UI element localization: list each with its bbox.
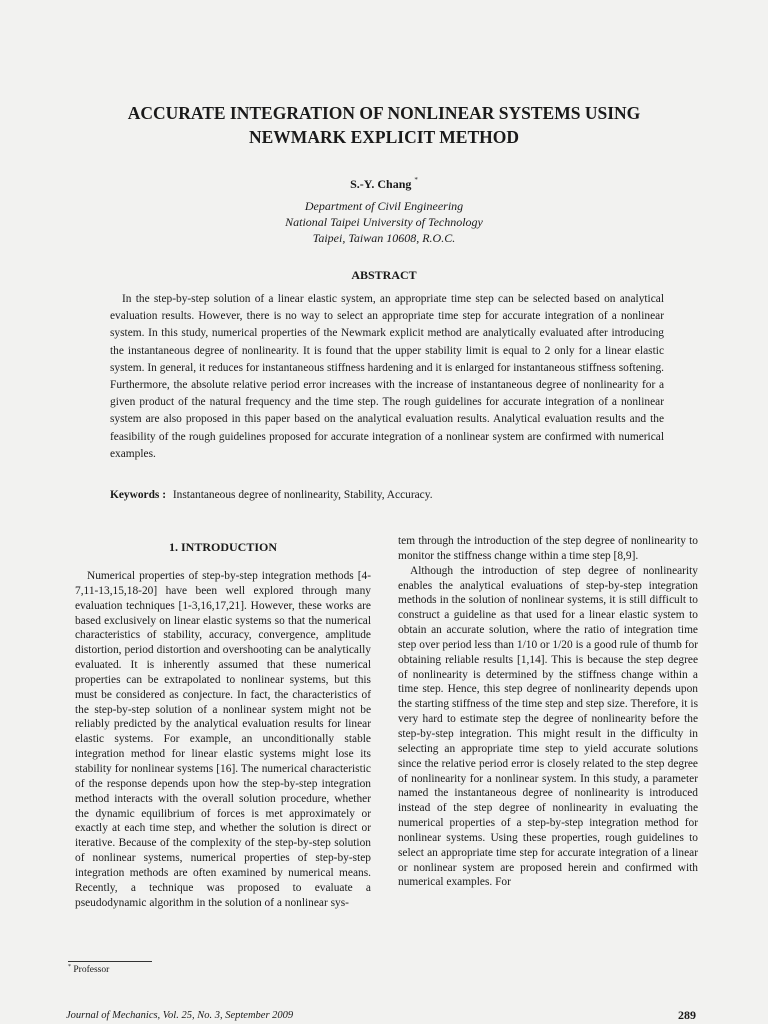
footnote-divider <box>68 961 152 962</box>
author-footnote-mark: * <box>414 176 418 184</box>
title-line-1: ACCURATE INTEGRATION OF NONLINEAR SYSTEMS USING <box>127 103 641 123</box>
introduction-left-column: Numerical properties of step-by-step integration methods [4-7,11-13,15,18-20] have been well explored through many evaluation techniques [1-3,16,17,21]. However, these works are based exclusively on linear elastic systems so that the numerical characteristics of stability, accuracy, convergence, amplitude distortion, period distortion and overshooting can be analytically evaluated. It is inherently assumed that these numerical properties can be extrapolated to nonlinear systems, but this must be considered as conjecture. In fact, the characteristics of the step-by-step solution of a nonlinear system might not be reliably predicted by the analytical evaluation results for linear elastic systems. For example, an unconditionally stable integration method for linear elastic systems might lose its stability for nonlinear systems [16]. The numerical characteristic of the response depends upon how the step-by-step integration method interacts with the overall solution procedure, whether the dynamic equilibrium of forces is met approximately or exactly at each time step, and whether the solution is direct or iterative. Because of the complexity of the step-by-step solution of nonlinear systems, numerical properties of step-by-step integration methods are often examined by numerical means. Recently, a technique was proposed to evaluate a pseudodynamic algorithm in the solution of a nonlinear sys- <box>75 570 371 909</box>
introduction-right-column <box>398 534 698 890</box>
affiliation-university: National Taipei University of Technology <box>285 215 483 229</box>
journal-citation: Journal of Mechanics, Vol. 25, No. 3, September 2009 <box>66 1010 294 1021</box>
footnote <box>68 964 109 975</box>
footnote-text: Professor <box>73 965 110 975</box>
abstract-text: In the step-by-step solution of a linear elastic system, an appropriate time step can be selected based on analytical evaluation results. However, there is no way to select an appropriate time step for accurate integration of a nonlinear system. In this study, numerical properties of the Newmark explicit method are analytically evaluated after introducing the instantaneous degree of nonlinearity. It is found that the upper stability limit is equal to 2 only for a linear elastic system. In general, it reduces for instantaneous stiffness hardening and it is enlarged for instantaneous stiffness softening. Furthermore, the absolute relative period error increases with the increase of instantaneous degree of nonlinearity for a given product of the natural frequency and the time step. The rough guidelines for accurate integration of a nonlinear system are also proposed in this paper based on the analytical evaluation results. Analytical evaluation results and the feasibility of the rough guidelines proposed for accurate integration of a nonlinear system are confirmed with numerical examples. <box>110 293 664 460</box>
right-column-paragraph-1: tem through the introduction of the step degree of nonlinearity to monitor the stiffness change within a time step [8,9]. <box>398 535 698 562</box>
affiliation-department: Department of Civil Engineering <box>304 199 464 213</box>
affiliation <box>0 198 768 246</box>
author-name: S.-Y. Chang <box>350 177 412 191</box>
keywords-label: Keywords : <box>110 489 166 501</box>
page-number: 289 <box>678 1008 696 1022</box>
title-line-2: NEWMARK EXPLICIT METHOD <box>249 127 519 147</box>
author <box>0 176 768 192</box>
affiliation-address: Taipei, Taiwan 10608, R.O.C. <box>312 231 456 245</box>
abstract-heading: ABSTRACT <box>351 268 417 282</box>
section-heading-introduction: 1. INTRODUCTION <box>168 540 277 554</box>
keywords-list: Instantaneous degree of nonlinearity, Stability, Accuracy. <box>172 489 433 501</box>
right-column-paragraph-2: Although the introduction of step degree of nonlinearity enables the analytical evaluations of step-by-step integration methods in the solution of nonlinear systems, it is still difficult to construct a guideline as that used for a linear elastic system to obtain an accurate solution, where the ratio of integration time step over period less than 1/10 or 1/20 is a good rule of thumb for obtaining reliable results [1,14]. This is because the step degree of nonlinearity is determined by the stiffness change within a time step. Hence, this step degree of nonlinearity depends upon the starting stiffness of the time step and step size. Therefore, it is very hard to estimate step the degree of nonlinearity before the step-by-step integration. This might result in the difficulty in selecting an appropriate time step to yield accurate solutions since the relative period error is closely related to the step degree of nonlinearity for a nonlinear system. In this study, a parameter named the instantaneous degree of nonlinearity is introduced instead of the step degree of nonlinearity in evaluating the numerical properties of a step-by-step integration method for nonlinear systems. Using these properties, rough guidelines to select an appropriate time step for accurate integration of a linear or nonlinear system are proposed herein and confirmed with numerical examples. For <box>398 564 698 889</box>
footnote-mark: * <box>68 964 71 970</box>
paper-title <box>0 101 768 149</box>
keywords <box>110 489 664 501</box>
